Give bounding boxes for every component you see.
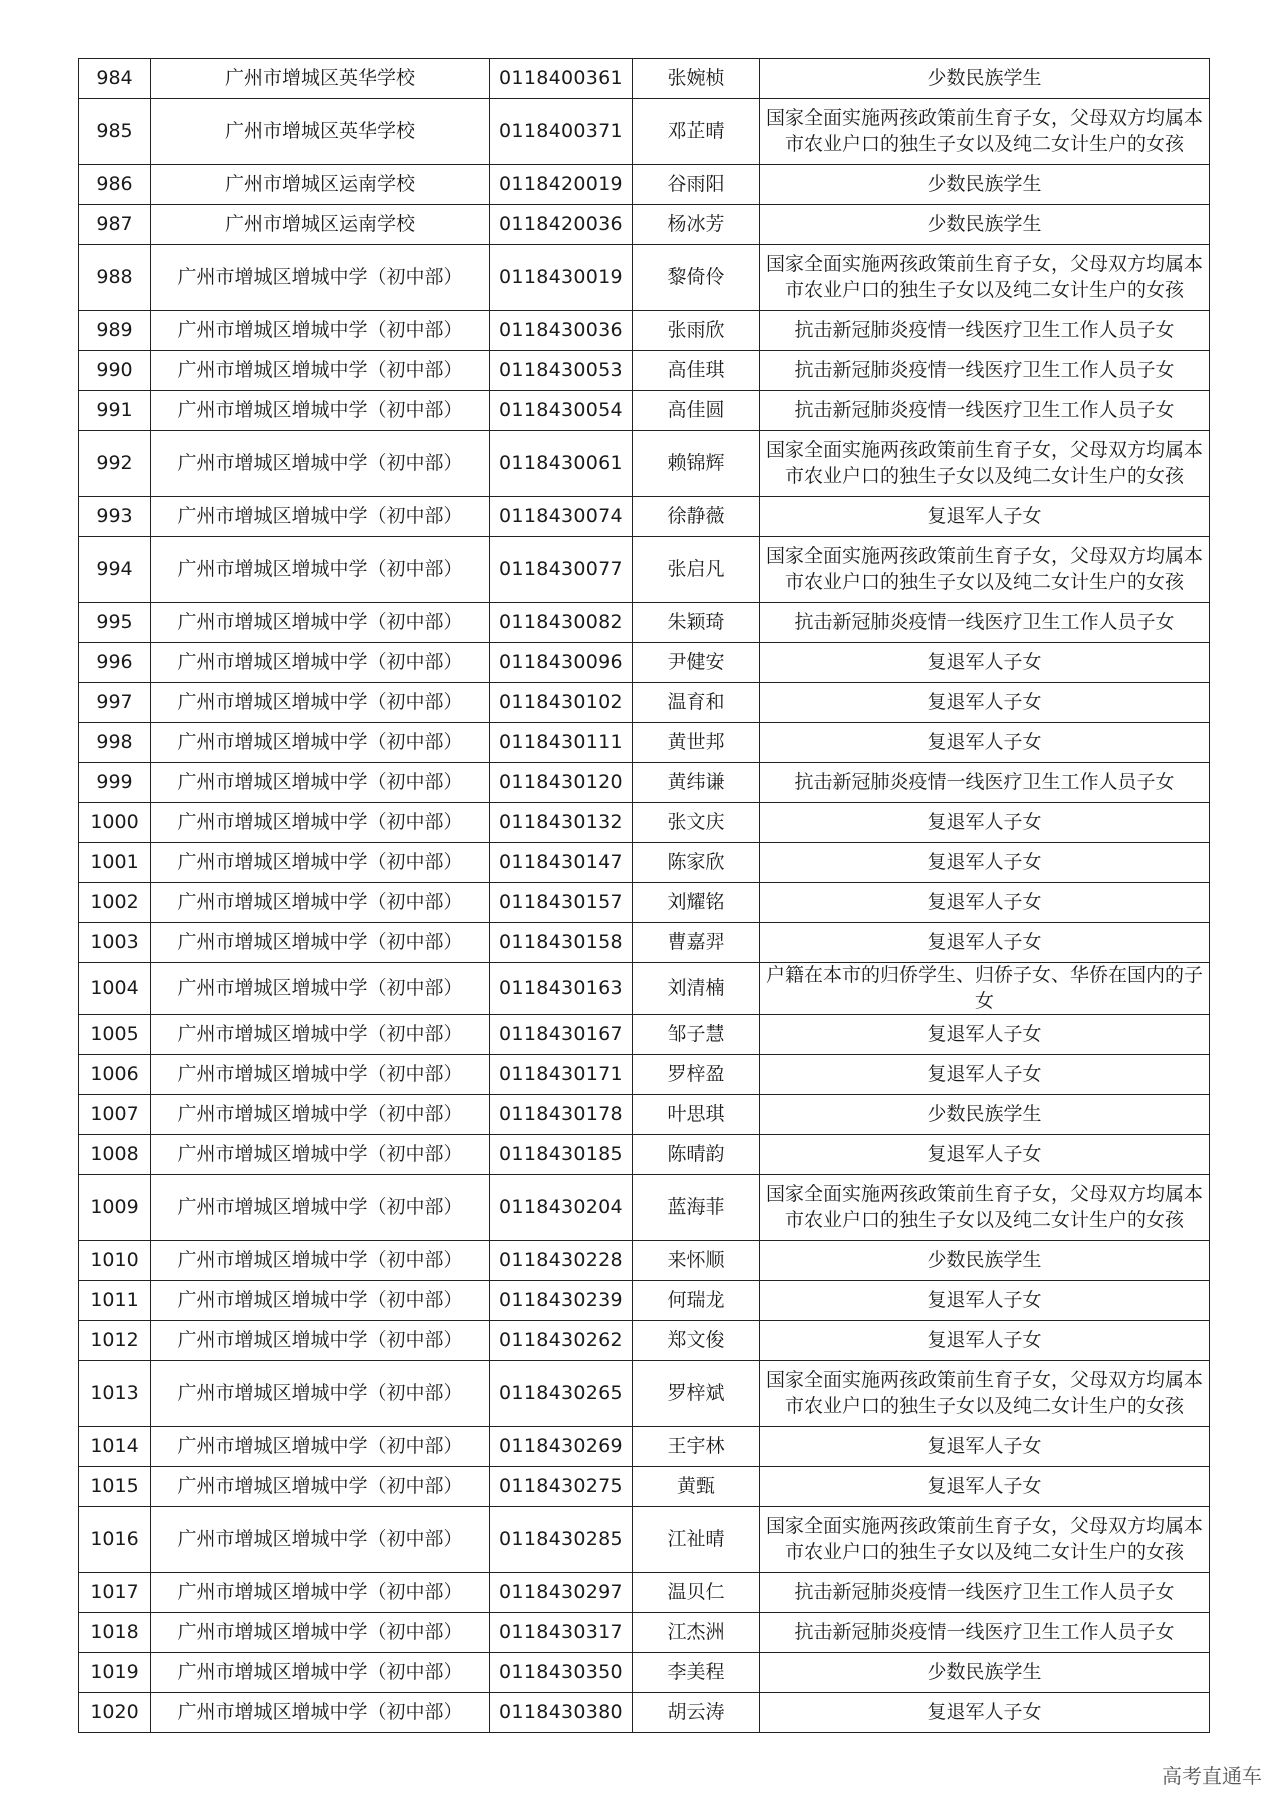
- table-row: [79, 351, 1210, 391]
- student-id-cell: 0118430082: [490, 603, 633, 643]
- student-id-cell: 0118420019: [490, 165, 633, 205]
- eligibility-category-cell: 复退军人子女: [760, 1055, 1210, 1095]
- school-name-cell: 广州市增城区增城中学（初中部）: [151, 603, 490, 643]
- student-id-cell: 0118430077: [490, 537, 633, 603]
- student-name-cell: 温育和: [633, 683, 760, 723]
- school-name-cell: 广州市增城区增城中学（初中部）: [151, 1693, 490, 1733]
- table-row: [79, 537, 1210, 603]
- table-row: [79, 1281, 1210, 1321]
- row-index-cell: 1004: [79, 963, 151, 1015]
- school-name-cell: 广州市增城区增城中学（初中部）: [151, 1467, 490, 1507]
- table-row: [79, 723, 1210, 763]
- school-name-cell: 广州市增城区增城中学（初中部）: [151, 1427, 490, 1467]
- table-row: [79, 59, 1210, 99]
- student-id-cell: 0118430285: [490, 1507, 633, 1573]
- student-id-cell: 0118430167: [490, 1015, 633, 1055]
- table-row: [79, 643, 1210, 683]
- row-index-cell: 998: [79, 723, 151, 763]
- eligibility-category-cell: 国家全面实施两孩政策前生育子女，父母双方均属本市农业户口的独生子女以及纯二女计生户的女孩: [760, 1507, 1210, 1573]
- eligibility-category-cell: 抗击新冠肺炎疫情一线医疗卫生工作人员子女: [760, 1613, 1210, 1653]
- eligibility-category-cell: 复退军人子女: [760, 497, 1210, 537]
- eligibility-category-cell: 国家全面实施两孩政策前生育子女，父母双方均属本市农业户口的独生子女以及纯二女计生户的女孩: [760, 1361, 1210, 1427]
- table-row: [79, 1361, 1210, 1427]
- school-name-cell: 广州市增城区增城中学（初中部）: [151, 763, 490, 803]
- row-index-cell: 988: [79, 245, 151, 311]
- student-id-cell: 0118430185: [490, 1135, 633, 1175]
- row-index-cell: 987: [79, 205, 151, 245]
- student-name-cell: 罗梓斌: [633, 1361, 760, 1427]
- school-name-cell: 广州市增城区增城中学（初中部）: [151, 1095, 490, 1135]
- eligibility-category-cell: 国家全面实施两孩政策前生育子女，父母双方均属本市农业户口的独生子女以及纯二女计生户的女孩: [760, 537, 1210, 603]
- student-name-cell: 叶思琪: [633, 1095, 760, 1135]
- table-row: [79, 1573, 1210, 1613]
- eligibility-category-cell: 复退军人子女: [760, 1321, 1210, 1361]
- eligibility-category-cell: 复退军人子女: [760, 1467, 1210, 1507]
- row-index-cell: 990: [79, 351, 151, 391]
- student-id-cell: 0118430163: [490, 963, 633, 1015]
- row-index-cell: 1009: [79, 1175, 151, 1241]
- student-id-cell: 0118430157: [490, 883, 633, 923]
- eligibility-category-cell: 复退军人子女: [760, 723, 1210, 763]
- school-name-cell: 广州市增城区增城中学（初中部）: [151, 963, 490, 1015]
- student-name-cell: 张启凡: [633, 537, 760, 603]
- student-id-cell: 0118430096: [490, 643, 633, 683]
- eligibility-category-cell: 国家全面实施两孩政策前生育子女，父母双方均属本市农业户口的独生子女以及纯二女计生户的女孩: [760, 1175, 1210, 1241]
- row-index-cell: 1005: [79, 1015, 151, 1055]
- student-name-cell: 刘耀铭: [633, 883, 760, 923]
- table-row: [79, 1321, 1210, 1361]
- student-id-cell: 0118430036: [490, 311, 633, 351]
- row-index-cell: 994: [79, 537, 151, 603]
- school-name-cell: 广州市增城区增城中学（初中部）: [151, 497, 490, 537]
- table-row: [79, 245, 1210, 311]
- row-index-cell: 1013: [79, 1361, 151, 1427]
- table-row: [79, 683, 1210, 723]
- school-name-cell: 广州市增城区增城中学（初中部）: [151, 311, 490, 351]
- school-name-cell: 广州市增城区增城中学（初中部）: [151, 643, 490, 683]
- eligibility-category-cell: 少数民族学生: [760, 1653, 1210, 1693]
- student-name-cell: 杨冰芳: [633, 205, 760, 245]
- eligibility-category-cell: 复退军人子女: [760, 1427, 1210, 1467]
- student-name-cell: 谷雨阳: [633, 165, 760, 205]
- eligibility-category-cell: 户籍在本市的归侨学生、归侨子女、华侨在国内的子女: [760, 963, 1210, 1015]
- table-row: [79, 1095, 1210, 1135]
- table-row: [79, 603, 1210, 643]
- student-name-cell: 邓芷晴: [633, 99, 760, 165]
- student-id-cell: 0118430350: [490, 1653, 633, 1693]
- student-id-cell: 0118430204: [490, 1175, 633, 1241]
- table-row: [79, 1015, 1210, 1055]
- table-row: [79, 1055, 1210, 1095]
- student-name-cell: 罗梓盈: [633, 1055, 760, 1095]
- student-id-cell: 0118430171: [490, 1055, 633, 1095]
- row-index-cell: 995: [79, 603, 151, 643]
- eligibility-category-cell: 少数民族学生: [760, 205, 1210, 245]
- eligibility-category-cell: 国家全面实施两孩政策前生育子女，父母双方均属本市农业户口的独生子女以及纯二女计生户的女孩: [760, 431, 1210, 497]
- student-name-cell: 温贝仁: [633, 1573, 760, 1613]
- table-row: [79, 843, 1210, 883]
- eligibility-category-cell: 复退军人子女: [760, 1015, 1210, 1055]
- row-index-cell: 1019: [79, 1653, 151, 1693]
- table-row: [79, 803, 1210, 843]
- row-index-cell: 1012: [79, 1321, 151, 1361]
- student-name-cell: 赖锦辉: [633, 431, 760, 497]
- student-name-cell: 黎倚伶: [633, 245, 760, 311]
- eligibility-category-cell: 复退军人子女: [760, 1281, 1210, 1321]
- student-list-table: [78, 58, 1210, 1733]
- eligibility-category-cell: 复退军人子女: [760, 1693, 1210, 1733]
- row-index-cell: 1014: [79, 1427, 151, 1467]
- student-name-cell: 何瑞龙: [633, 1281, 760, 1321]
- table-row: [79, 1467, 1210, 1507]
- school-name-cell: 广州市增城区运南学校: [151, 165, 490, 205]
- row-index-cell: 1000: [79, 803, 151, 843]
- table-row: [79, 1241, 1210, 1281]
- student-id-cell: 0118430239: [490, 1281, 633, 1321]
- eligibility-category-cell: 国家全面实施两孩政策前生育子女，父母双方均属本市农业户口的独生子女以及纯二女计生户的女孩: [760, 99, 1210, 165]
- row-index-cell: 997: [79, 683, 151, 723]
- table-row: [79, 311, 1210, 351]
- student-id-cell: 0118430132: [490, 803, 633, 843]
- eligibility-category-cell: 复退军人子女: [760, 1135, 1210, 1175]
- student-name-cell: 蓝海菲: [633, 1175, 760, 1241]
- student-id-cell: 0118430147: [490, 843, 633, 883]
- student-id-cell: 0118430269: [490, 1427, 633, 1467]
- student-name-cell: 郑文俊: [633, 1321, 760, 1361]
- student-id-cell: 0118430265: [490, 1361, 633, 1427]
- school-name-cell: 广州市增城区增城中学（初中部）: [151, 431, 490, 497]
- student-id-cell: 0118400371: [490, 99, 633, 165]
- student-name-cell: 张文庆: [633, 803, 760, 843]
- eligibility-category-cell: 复退军人子女: [760, 683, 1210, 723]
- row-index-cell: 993: [79, 497, 151, 537]
- row-index-cell: 1016: [79, 1507, 151, 1573]
- table-row: [79, 391, 1210, 431]
- eligibility-category-cell: 复退军人子女: [760, 843, 1210, 883]
- eligibility-category-cell: 抗击新冠肺炎疫情一线医疗卫生工作人员子女: [760, 1573, 1210, 1613]
- eligibility-category-cell: 复退军人子女: [760, 643, 1210, 683]
- row-index-cell: 1001: [79, 843, 151, 883]
- student-name-cell: 王宇林: [633, 1427, 760, 1467]
- row-index-cell: 1010: [79, 1241, 151, 1281]
- row-index-cell: 991: [79, 391, 151, 431]
- eligibility-category-cell: 复退军人子女: [760, 923, 1210, 963]
- eligibility-category-cell: 少数民族学生: [760, 1095, 1210, 1135]
- student-name-cell: 李美程: [633, 1653, 760, 1693]
- student-name-cell: 黄甄: [633, 1467, 760, 1507]
- student-id-cell: 0118430380: [490, 1693, 633, 1733]
- school-name-cell: 广州市增城区增城中学（初中部）: [151, 923, 490, 963]
- student-id-cell: 0118430275: [490, 1467, 633, 1507]
- school-name-cell: 广州市增城区英华学校: [151, 99, 490, 165]
- student-name-cell: 胡云涛: [633, 1693, 760, 1733]
- row-index-cell: 1008: [79, 1135, 151, 1175]
- row-index-cell: 996: [79, 643, 151, 683]
- table-row: [79, 963, 1210, 1015]
- student-name-cell: 陈晴韵: [633, 1135, 760, 1175]
- school-name-cell: 广州市增城区增城中学（初中部）: [151, 723, 490, 763]
- student-name-cell: 江祉晴: [633, 1507, 760, 1573]
- eligibility-category-cell: 抗击新冠肺炎疫情一线医疗卫生工作人员子女: [760, 391, 1210, 431]
- student-name-cell: 刘清楠: [633, 963, 760, 1015]
- table-row: [79, 99, 1210, 165]
- row-index-cell: 1011: [79, 1281, 151, 1321]
- student-id-cell: 0118430262: [490, 1321, 633, 1361]
- student-id-cell: 0118430102: [490, 683, 633, 723]
- student-id-cell: 0118430158: [490, 923, 633, 963]
- student-name-cell: 来怀顺: [633, 1241, 760, 1281]
- school-name-cell: 广州市增城区增城中学（初中部）: [151, 1573, 490, 1613]
- student-id-cell: 0118400361: [490, 59, 633, 99]
- row-index-cell: 989: [79, 311, 151, 351]
- eligibility-category-cell: 复退军人子女: [760, 883, 1210, 923]
- row-index-cell: 992: [79, 431, 151, 497]
- school-name-cell: 广州市增城区增城中学（初中部）: [151, 803, 490, 843]
- row-index-cell: 999: [79, 763, 151, 803]
- table-body: [79, 59, 1210, 1733]
- eligibility-category-cell: 国家全面实施两孩政策前生育子女，父母双方均属本市农业户口的独生子女以及纯二女计生户的女孩: [760, 245, 1210, 311]
- school-name-cell: 广州市增城区增城中学（初中部）: [151, 1055, 490, 1095]
- row-index-cell: 1017: [79, 1573, 151, 1613]
- student-name-cell: 朱颖琦: [633, 603, 760, 643]
- row-index-cell: 1006: [79, 1055, 151, 1095]
- student-id-cell: 0118430317: [490, 1613, 633, 1653]
- school-name-cell: 广州市增城区增城中学（初中部）: [151, 537, 490, 603]
- eligibility-category-cell: 抗击新冠肺炎疫情一线医疗卫生工作人员子女: [760, 311, 1210, 351]
- student-id-cell: 0118430061: [490, 431, 633, 497]
- student-name-cell: 江杰洲: [633, 1613, 760, 1653]
- student-id-cell: 0118430120: [490, 763, 633, 803]
- school-name-cell: 广州市增城区增城中学（初中部）: [151, 1015, 490, 1055]
- school-name-cell: 广州市增城区增城中学（初中部）: [151, 1135, 490, 1175]
- row-index-cell: 986: [79, 165, 151, 205]
- student-id-cell: 0118420036: [490, 205, 633, 245]
- student-name-cell: 高佳圆: [633, 391, 760, 431]
- row-index-cell: 1020: [79, 1693, 151, 1733]
- student-name-cell: 陈家欣: [633, 843, 760, 883]
- table-row: [79, 1613, 1210, 1653]
- school-name-cell: 广州市增城区增城中学（初中部）: [151, 245, 490, 311]
- school-name-cell: 广州市增城区运南学校: [151, 205, 490, 245]
- school-name-cell: 广州市增城区增城中学（初中部）: [151, 351, 490, 391]
- eligibility-category-cell: 复退军人子女: [760, 803, 1210, 843]
- row-index-cell: 1018: [79, 1613, 151, 1653]
- school-name-cell: 广州市增城区英华学校: [151, 59, 490, 99]
- table-row: [79, 205, 1210, 245]
- student-id-cell: 0118430228: [490, 1241, 633, 1281]
- student-id-cell: 0118430178: [490, 1095, 633, 1135]
- row-index-cell: 1003: [79, 923, 151, 963]
- table-row: [79, 1175, 1210, 1241]
- school-name-cell: 广州市增城区增城中学（初中部）: [151, 1507, 490, 1573]
- eligibility-category-cell: 少数民族学生: [760, 1241, 1210, 1281]
- student-name-cell: 邹子慧: [633, 1015, 760, 1055]
- table-row: [79, 923, 1210, 963]
- student-id-cell: 0118430019: [490, 245, 633, 311]
- table-row: [79, 1135, 1210, 1175]
- student-name-cell: 高佳琪: [633, 351, 760, 391]
- table-row: [79, 883, 1210, 923]
- eligibility-category-cell: 少数民族学生: [760, 165, 1210, 205]
- student-name-cell: 尹健安: [633, 643, 760, 683]
- table-row: [79, 497, 1210, 537]
- school-name-cell: 广州市增城区增城中学（初中部）: [151, 683, 490, 723]
- school-name-cell: 广州市增城区增城中学（初中部）: [151, 391, 490, 431]
- student-name-cell: 黄世邦: [633, 723, 760, 763]
- school-name-cell: 广州市增城区增城中学（初中部）: [151, 883, 490, 923]
- school-name-cell: 广州市增城区增城中学（初中部）: [151, 1281, 490, 1321]
- row-index-cell: 1007: [79, 1095, 151, 1135]
- eligibility-category-cell: 抗击新冠肺炎疫情一线医疗卫生工作人员子女: [760, 603, 1210, 643]
- watermark-text: 高考直通车: [1162, 1764, 1262, 1788]
- eligibility-category-cell: 抗击新冠肺炎疫情一线医疗卫生工作人员子女: [760, 763, 1210, 803]
- table-row: [79, 1507, 1210, 1573]
- row-index-cell: 984: [79, 59, 151, 99]
- student-id-cell: 0118430074: [490, 497, 633, 537]
- student-name-cell: 黄纬谦: [633, 763, 760, 803]
- table-row: [79, 431, 1210, 497]
- student-name-cell: 张雨欣: [633, 311, 760, 351]
- table-row: [79, 1653, 1210, 1693]
- row-index-cell: 1015: [79, 1467, 151, 1507]
- table-row: [79, 165, 1210, 205]
- school-name-cell: 广州市增城区增城中学（初中部）: [151, 1361, 490, 1427]
- table-row: [79, 763, 1210, 803]
- student-id-cell: 0118430111: [490, 723, 633, 763]
- eligibility-category-cell: 少数民族学生: [760, 59, 1210, 99]
- table-row: [79, 1693, 1210, 1733]
- school-name-cell: 广州市增城区增城中学（初中部）: [151, 1241, 490, 1281]
- student-id-cell: 0118430054: [490, 391, 633, 431]
- student-name-cell: 张婉桢: [633, 59, 760, 99]
- school-name-cell: 广州市增城区增城中学（初中部）: [151, 843, 490, 883]
- row-index-cell: 985: [79, 99, 151, 165]
- school-name-cell: 广州市增城区增城中学（初中部）: [151, 1613, 490, 1653]
- table-row: [79, 1427, 1210, 1467]
- school-name-cell: 广州市增城区增城中学（初中部）: [151, 1653, 490, 1693]
- school-name-cell: 广州市增城区增城中学（初中部）: [151, 1321, 490, 1361]
- student-name-cell: 徐静薇: [633, 497, 760, 537]
- school-name-cell: 广州市增城区增城中学（初中部）: [151, 1175, 490, 1241]
- eligibility-category-cell: 抗击新冠肺炎疫情一线医疗卫生工作人员子女: [760, 351, 1210, 391]
- student-id-cell: 0118430297: [490, 1573, 633, 1613]
- row-index-cell: 1002: [79, 883, 151, 923]
- student-id-cell: 0118430053: [490, 351, 633, 391]
- student-name-cell: 曹嘉羿: [633, 923, 760, 963]
